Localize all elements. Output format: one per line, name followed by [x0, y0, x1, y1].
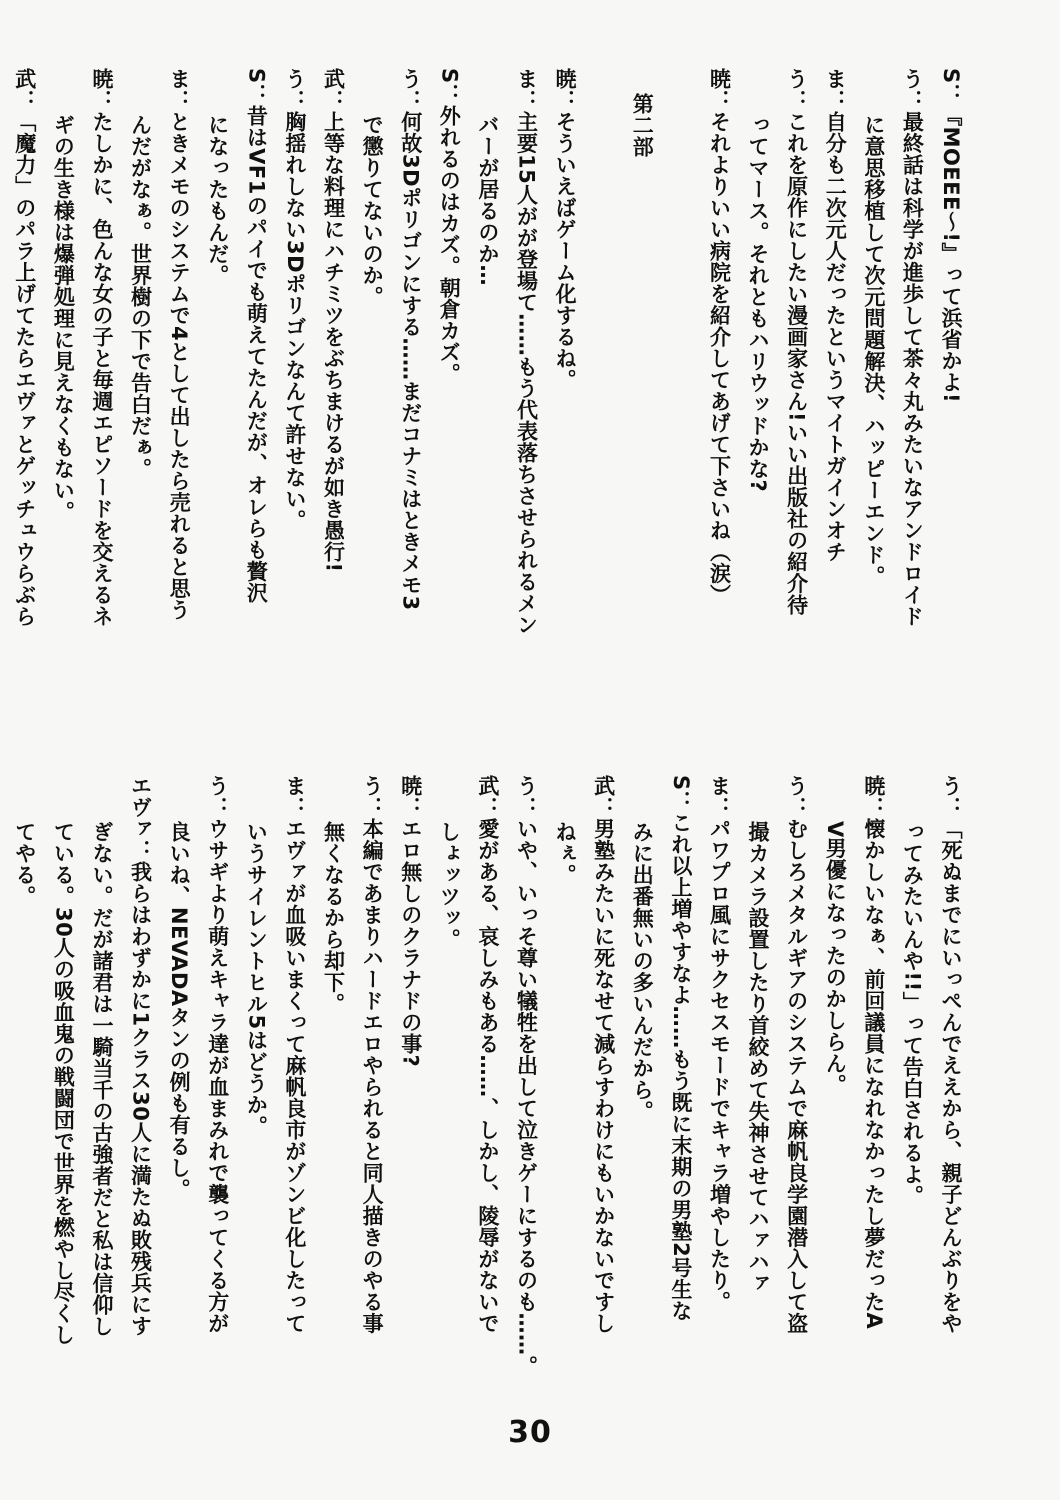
dialogue-line: う：胸揺れしない3Dポリゴンなんて許せない。 — [282, 68, 307, 532]
blank-line — [661, 68, 700, 738]
dialogue-line: V男優になったのかしらん。 — [823, 821, 848, 1096]
dialogue-line: ている。30人の吸血鬼の戦闘団で世界を燃やし尽くし — [51, 821, 76, 1346]
dialogue-line: 武：男塾みたいに死なせて減らすわけにもいかないですし — [591, 775, 616, 1334]
section-heading: 第二部 — [630, 93, 655, 158]
dialogue-line: バーが居るのか… — [475, 114, 500, 287]
dialogue-line: 暁：エロ無しのクラナドの事? — [398, 775, 423, 1068]
dialogue-line: に意思移植して次元問題解決、ハッピーエンド。 — [861, 114, 886, 588]
dialogue-line: 武：愛がある、哀しみもある……、しかし、陵辱がないで — [475, 775, 500, 1334]
dialogue-line: で懲りてないのか。 — [360, 114, 385, 308]
dialogue-line: ま：ときメモのシステムで4として出したら売れると思う — [167, 68, 192, 621]
dialogue-line: ぎない。だが諸君は一騎当千の古強者だと私は信仰し — [89, 821, 114, 1338]
dialogue-line: 武：上等な料理にハチミツをぶちまけるが如き愚行! — [321, 68, 346, 573]
dialogue-line: ってマース。それともハリウッドかな? — [746, 114, 771, 493]
dialogue-line: う：いや、いっそ尊い犠牲を出して泣きゲーにするのも……。 — [514, 775, 539, 1377]
dialogue-block-bottom — [12, 775, 970, 1415]
dialogue-line: 良いね、NEVADAタンの例も有るし。 — [167, 821, 192, 1201]
dialogue-line: 暁：たしかに、色んな女の子と毎週エピソードを交えるネ — [89, 68, 114, 627]
dialogue-line: う：「死ぬまでにいっぺんでええから、親子どんぶりをや — [939, 775, 963, 1334]
dialogue-line: 暁：そういえばゲーム化するね。 — [553, 68, 578, 391]
dialogue-line: 暁：それよりいい病院を紹介してあげて下さいね（涙） — [707, 68, 732, 606]
dialogue-line: になったもんだ。 — [205, 114, 230, 287]
dialogue-line: う：むしろメタルギアのシステムで麻帆良学園潜入して盗 — [784, 775, 809, 1334]
dialogue-block-top — [12, 68, 970, 738]
dialogue-line: ま：自分も二次元人だったというマイトガインオチ — [823, 68, 848, 563]
dialogue-line: ってみたいんや!!」って告白されるよ。 — [900, 821, 925, 1207]
dialogue-line: ギの生き様は爆弾処理に見えなくもない。 — [51, 114, 76, 523]
dialogue-line: う：本編であまりハードエロやられると同人描きのやる事 — [360, 775, 385, 1334]
dialogue-line: ねぇ。 — [553, 821, 578, 886]
dialogue-line: しょッツッ。 — [437, 821, 462, 951]
dialogue-line: ま：エヴァが血吸いまくって麻帆良市がゾンビ化したって — [282, 775, 307, 1334]
dialogue-line: う：ウサギより萌えキャラ達が血まみれで襲ってくる方が — [205, 775, 230, 1334]
blank-line — [584, 68, 623, 738]
dialogue-line: う：何故3Dポリゴンにする……まだコナミはときメモ3 — [398, 68, 423, 611]
dialogue-line: ま：主要15人がが登場て……もう代表落ちさせられるメン — [514, 68, 539, 636]
dialogue-line: S：外れるのはカズ。朝倉カズ。 — [437, 68, 462, 385]
dialogue-line: う：これを原作にしたい漫画家さん!いい出版社の紹介待 — [784, 68, 809, 616]
dialogue-line: S：『MOEEE〜!』って浜省かよ! — [939, 68, 963, 404]
dialogue-line: いうサイレントヒル5はどうか。 — [244, 821, 269, 1138]
dialogue-line: みに出番無いの多いんだから。 — [630, 821, 655, 1123]
dialogue-line: 撮カメラ設置したり首絞めて失神させてハァハァ — [746, 821, 771, 1295]
dialogue-line — [0, 775, 5, 1415]
dialogue-line: ま：パワプロ風にサクセスモードでキャラ増やしたり。 — [707, 775, 732, 1313]
dialogue-line: S：昔はVF1のパイでも萌えてたんだが、オレらも贅沢 — [244, 68, 269, 604]
dialogue-line: エヴァ：我らはわずかに1クラス30人に満たぬ敗残兵にす — [128, 775, 153, 1337]
dialogue-line: んだがなぁ。世界樹の下で告白だぁ。 — [128, 114, 153, 480]
dialogue-line: 無くなるから却下。 — [321, 821, 346, 1015]
dialogue-line: う：最終話は科学が進歩して茶々丸みたいなアンドロイド — [900, 68, 925, 627]
dialogue-line: 暁：懐かしいなぁ、前回議員になれなかったし夢だったA — [861, 775, 886, 1330]
dialogue-line: S：これ以上増やすなよ……もう既に末期の男塾2号生な — [668, 775, 693, 1322]
dialogue-line: 武：「魔力」のパラ上げてたらエヴァとゲッチュウらぶら — [12, 68, 37, 627]
dialogue-line: てやる。 — [12, 821, 37, 908]
page-number: 30 — [508, 1415, 552, 1450]
